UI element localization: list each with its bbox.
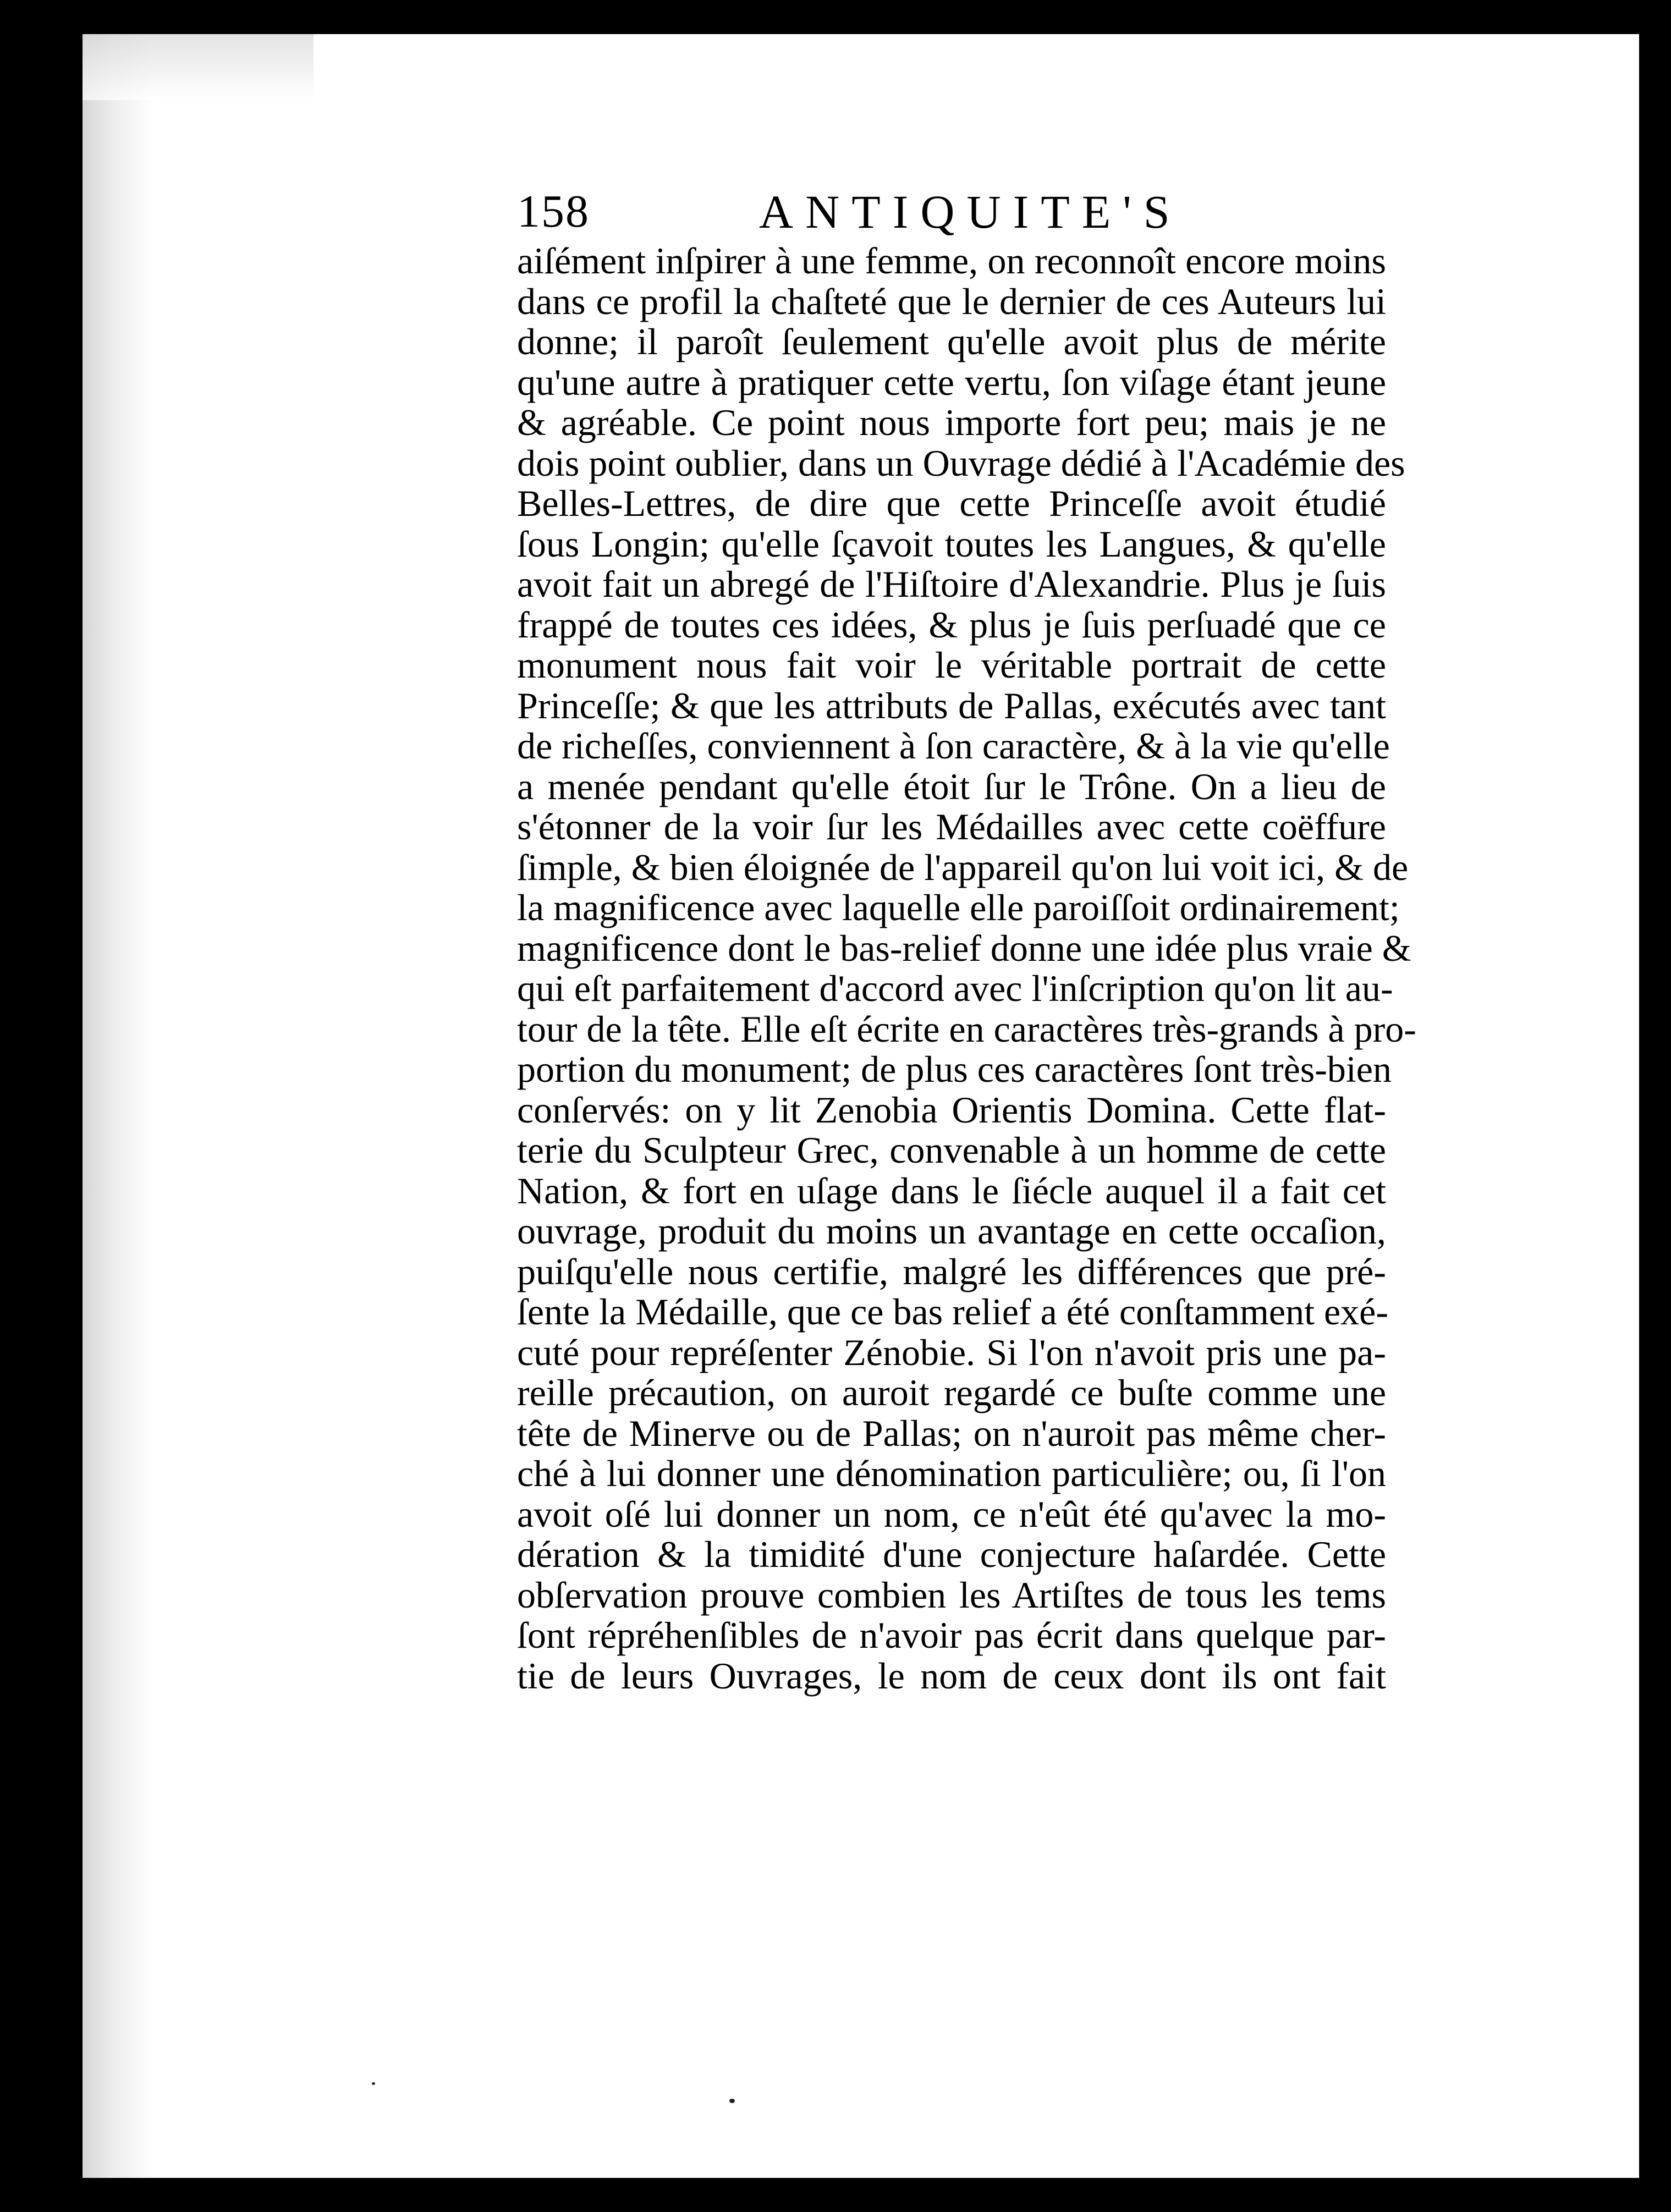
text-line: Nation, & fort en uſage dans le ſiécle auquel il a fait cet — [517, 1169, 1386, 1212]
scan-speck — [372, 2082, 375, 2085]
text-line: terie du Sculpteur Grec, convenable à un homme de cette — [517, 1129, 1386, 1171]
text-line: ſont répréhenſibles de n'avoir pas écrit dans quelque par- — [517, 1614, 1386, 1656]
text-line: monument nous fait voir le véritable portrait de cette — [517, 644, 1386, 686]
text-line: tie de leurs Ouvrages, le nom de ceux dont ils ont fait — [517, 1654, 1386, 1697]
text-line: ſimple, & bien éloignée de l'appareil qu'on lui voit ici, & de — [517, 846, 1409, 888]
text-line: magnificence dont le bas-relief donne une idée plus vraie & — [517, 927, 1411, 969]
text-line: dération & la timidité d'une conjecture haſardée. Cette — [517, 1533, 1386, 1575]
text-line: s'étonner de la voir ſur les Médailles avec cette coëffure — [517, 806, 1386, 848]
text-line: ché à lui donner une dénomination particulière; ou, ſi l'on — [517, 1452, 1386, 1494]
text-line: ouvrage, produit du moins un avantage en cette occaſion, — [517, 1210, 1386, 1252]
text-line: puiſqu'elle nous certifie, malgré les différences que pré- — [517, 1250, 1386, 1292]
text-line: ſous Longin; qu'elle ſçavoit toutes les Langues, & qu'elle — [517, 522, 1386, 565]
text-line: la magnificence avec laquelle elle paroiſſoit ordinairement; — [517, 887, 1400, 928]
text-line: donne; il paroît ſeulement qu'elle avoit plus de mérite — [517, 321, 1386, 362]
text-line: frappé de toutes ces idées, & plus je ſuis perſuadé que ce — [517, 603, 1386, 646]
text-line: qu'une autre à pratiquer cette vertu, ſon viſage étant jeune — [517, 361, 1386, 403]
running-head — [517, 181, 1364, 247]
text-line: reille précaution, on auroit regardé ce buſte comme une — [517, 1372, 1386, 1413]
scan-left-shadow — [83, 34, 154, 2178]
text-line: portion du monument; de plus ces caractères ſont très-bien — [517, 1048, 1392, 1090]
text-line: & agréable. Ce point nous importe fort peu; mais je ne — [517, 401, 1386, 443]
text-line: Princeſſe; & que les attributs de Pallas, exécutés avec tant — [517, 684, 1386, 727]
text-line: dois point oublier, dans un Ouvrage dédié à l'Académie des — [517, 442, 1405, 484]
text-line: qui eſt parfaitement d'accord avec l'inſcription qu'on lit au- — [517, 967, 1393, 1009]
text-line: conſervés: on y lit Zenobia Orientis Domina. Cette flat- — [517, 1088, 1386, 1131]
scan-top-shadow — [83, 34, 314, 100]
text-line: tête de Minerve ou de Pallas; on n'auroit pas même cher- — [517, 1412, 1386, 1454]
body-text — [517, 240, 1416, 1697]
page-number: 158 — [517, 186, 590, 237]
text-line: cuté pour repréſenter Zénobie. Si l'on n'avoit pris une pa- — [517, 1331, 1386, 1373]
text-line: aiſément inſpirer à une femme, on reconnoît encore moins — [517, 240, 1386, 282]
text-line: avoit fait un abregé de l'Hiſtoire d'Alexandrie. Plus je ſuis — [517, 563, 1386, 605]
text-line: avoit oſé lui donner un nom, ce n'eût été qu'avec la mo- — [517, 1493, 1386, 1535]
text-line: a menée pendant qu'elle étoit ſur le Trône. On a lieu de — [517, 765, 1386, 807]
text-line: ſente la Médaille, que ce bas relief a été conſtamment exé- — [517, 1291, 1388, 1333]
text-line: obſervation prouve combien les Artiſtes de tous les tems — [517, 1573, 1386, 1616]
text-line: de richeſſes, conviennent à ſon caractère, & à la vie qu'elle — [517, 725, 1390, 767]
scan-speck — [729, 2099, 735, 2103]
running-title: ANTIQUITE'S — [759, 185, 1182, 238]
text-line: dans ce profil la chaſteté que le dernier de ces Auteurs lui — [517, 280, 1386, 322]
text-line: tour de la tête. Elle eſt écrite en caractères très-grands à pro- — [517, 1008, 1416, 1050]
text-line: Belles-Lettres, de dire que cette Princeſſe avoit étudié — [517, 482, 1386, 524]
